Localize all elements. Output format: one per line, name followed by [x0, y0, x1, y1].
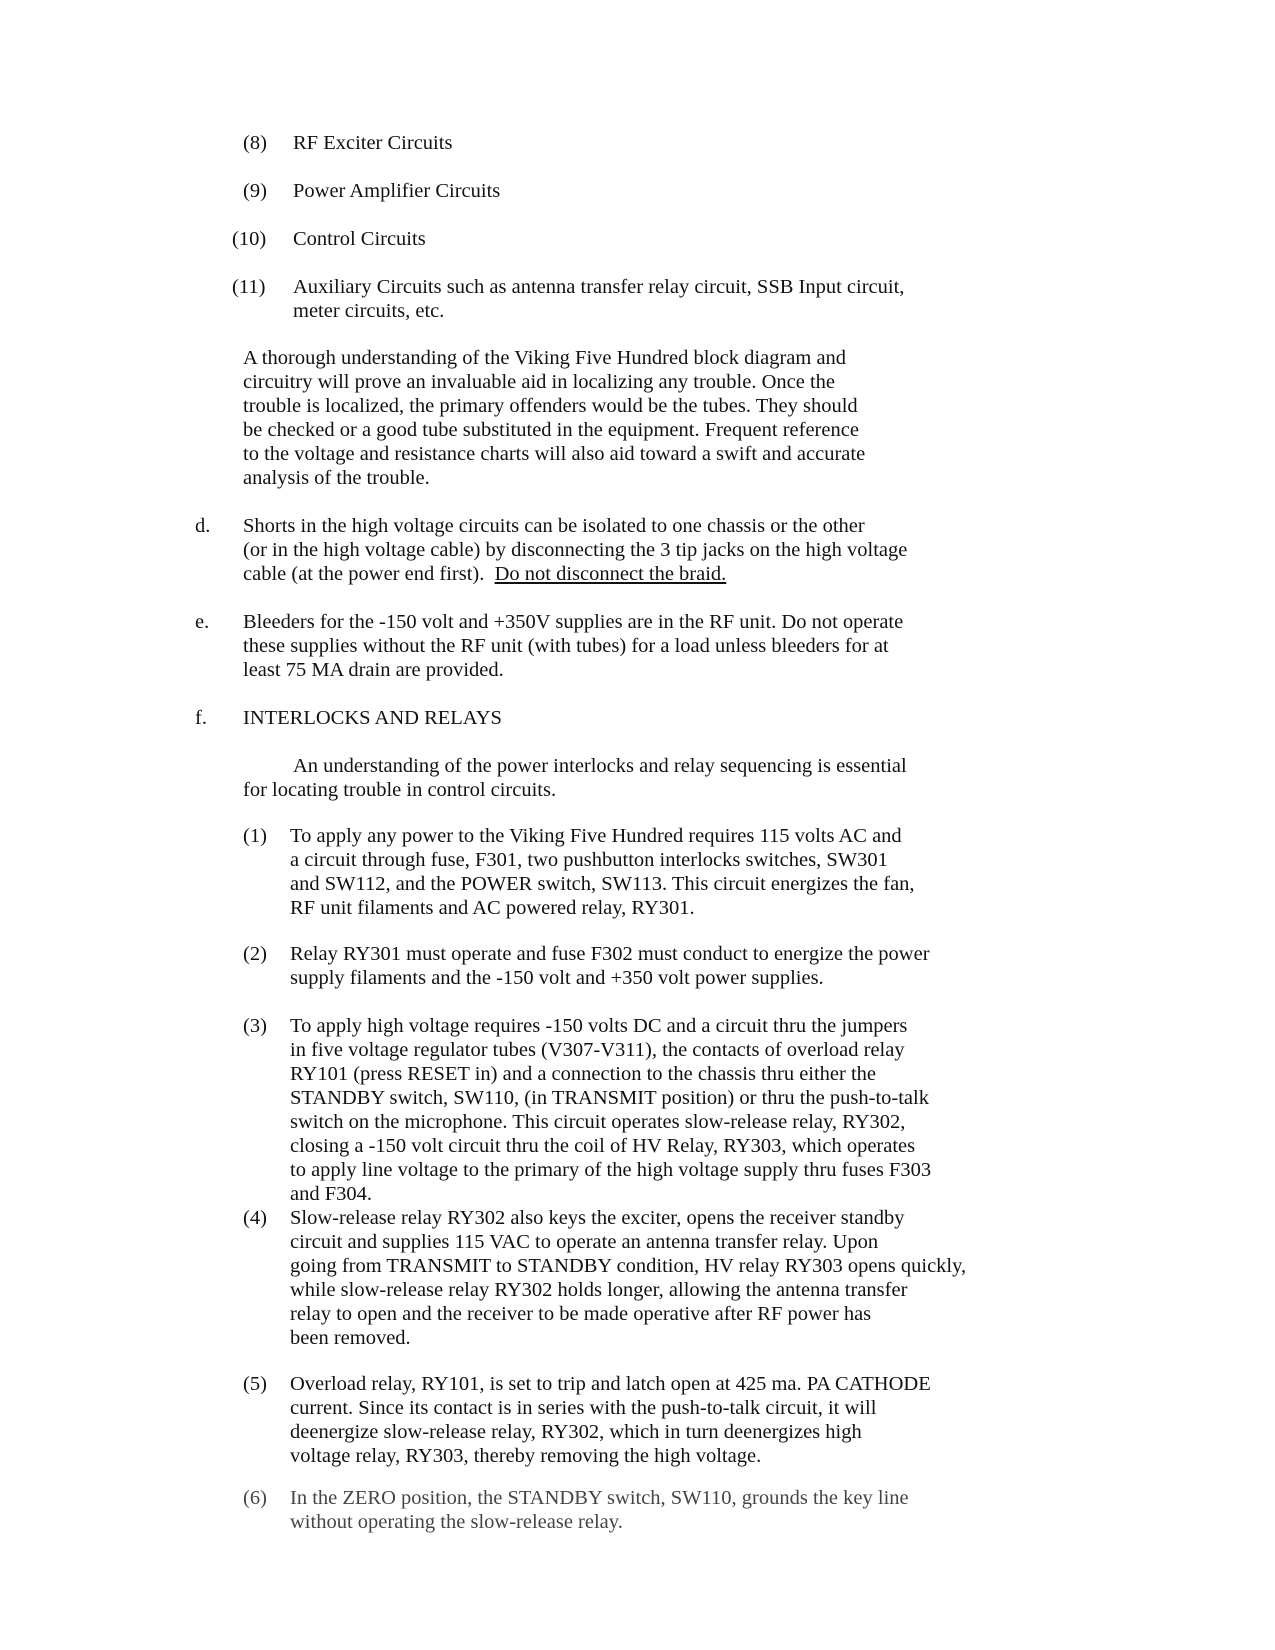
text-line: relay to open and the receiver to be made operative after RF power has	[290, 1303, 872, 1325]
item-label: (5)	[243, 1373, 267, 1395]
text-line: RF Exciter Circuits	[293, 132, 453, 154]
text-line: analysis of the trouble.	[243, 467, 430, 489]
text-line: STANDBY switch, SW110, (in TRANSMIT position) or thru the push-to-talk	[290, 1087, 929, 1109]
text-line: be checked or a good tube substituted in the equipment. Frequent reference	[243, 419, 859, 441]
item-label: (8)	[243, 132, 267, 154]
text-line: Auxiliary Circuits such as antenna transfer relay circuit, SSB Input circuit,	[293, 276, 905, 298]
text-line: (or in the high voltage cable) by disconnecting the 3 tip jacks on the high voltage	[243, 539, 908, 561]
text-line: To apply high voltage requires -150 volts DC and a circuit thru the jumpers	[290, 1015, 908, 1037]
item-label: (11)	[232, 276, 266, 298]
item-label: (9)	[243, 180, 267, 202]
text-line: circuit and supplies 115 VAC to operate an antenna transfer relay. Upon	[290, 1231, 879, 1253]
text-line: voltage relay, RY303, thereby removing the high voltage.	[290, 1445, 762, 1467]
text-line: without operating the slow-release relay.	[290, 1511, 623, 1533]
text-line: supply filaments and the -150 volt and +350 volt power supplies.	[290, 967, 824, 989]
text-segment: cable (at the power end first).	[243, 563, 495, 585]
text-line: RF unit filaments and AC powered relay, RY301.	[290, 897, 695, 919]
text-line: and F304.	[290, 1183, 372, 1205]
text-line: been removed.	[290, 1327, 411, 1349]
item-label: (4)	[243, 1207, 267, 1229]
text-line: current. Since its contact is in series with the push-to-talk circuit, it will	[290, 1397, 877, 1419]
underlined-warning: Do not disconnect the braid.	[494, 563, 727, 585]
item-label: f.	[195, 707, 207, 729]
text-line: Shorts in the high voltage circuits can be isolated to one chassis or the other	[243, 515, 865, 537]
item-label: e.	[195, 611, 210, 633]
text-line: A thorough understanding of the Viking Five Hundred block diagram and	[243, 347, 847, 369]
text-line: in five voltage regulator tubes (V307-V311), the contacts of overload relay	[290, 1039, 905, 1061]
text-line: Bleeders for the -150 volt and +350V supplies are in the RF unit. Do not operate	[243, 611, 904, 633]
text-line: In the ZERO position, the STANDBY switch, SW110, grounds the key line	[290, 1487, 909, 1509]
text-line: least 75 MA drain are provided.	[243, 659, 504, 681]
text-line	[243, 562, 907, 586]
text-line: while slow-release relay RY302 holds longer, allowing the antenna transfer	[290, 1279, 908, 1301]
item-label: (1)	[243, 825, 267, 847]
text-line: To apply any power to the Viking Five Hundred requires 115 volts AC and	[290, 825, 902, 847]
text-line: INTERLOCKS AND RELAYS	[243, 707, 502, 729]
text-line: Relay RY301 must operate and fuse F302 must conduct to energize the power	[290, 943, 930, 965]
text-line: these supplies without the RF unit (with tubes) for a load unless bleeders for at	[243, 635, 889, 657]
text-line: to apply line voltage to the primary of the high voltage supply thru fuses F303	[290, 1159, 932, 1181]
text-line: meter circuits, etc.	[293, 300, 445, 322]
item-label: (10)	[232, 228, 267, 250]
text-line: going from TRANSMIT to STANDBY condition, HV relay RY303 opens quickly,	[290, 1255, 967, 1277]
text-line: and SW112, and the POWER switch, SW113. This circuit energizes the fan,	[290, 873, 915, 895]
text-line: deenergize slow-release relay, RY302, which in turn deenergizes high	[290, 1421, 862, 1443]
text-line: a circuit through fuse, F301, two pushbutton interlocks switches, SW301	[290, 849, 888, 871]
text-line: Control Circuits	[293, 228, 426, 250]
text-line: to the voltage and resistance charts will also aid toward a swift and accurate	[243, 443, 866, 465]
item-label: (6)	[243, 1487, 267, 1509]
text-line: closing a -150 volt circuit thru the coil of HV Relay, RY303, which operates	[290, 1135, 916, 1157]
text-line: RY101 (press RESET in) and a connection to the chassis thru either the	[290, 1063, 877, 1085]
text-line: Power Amplifier Circuits	[293, 180, 501, 202]
text-line: switch on the microphone. This circuit operates slow-release relay, RY302,	[290, 1111, 906, 1133]
text-line: Overload relay, RY101, is set to trip and latch open at 425 ma. PA CATHODE	[290, 1373, 931, 1395]
text-line: circuitry will prove an invaluable aid in localizing any trouble. Once the	[243, 371, 836, 393]
item-label: d.	[195, 515, 211, 537]
item-label: (2)	[243, 943, 267, 965]
text-line: An understanding of the power interlocks and relay sequencing is essential	[293, 755, 907, 777]
text-line: Slow-release relay RY302 also keys the exciter, opens the receiver standby	[290, 1207, 905, 1229]
text-line: trouble is localized, the primary offenders would be the tubes. They should	[243, 395, 858, 417]
item-label: (3)	[243, 1015, 267, 1037]
text-line: for locating trouble in control circuits.	[243, 779, 557, 801]
